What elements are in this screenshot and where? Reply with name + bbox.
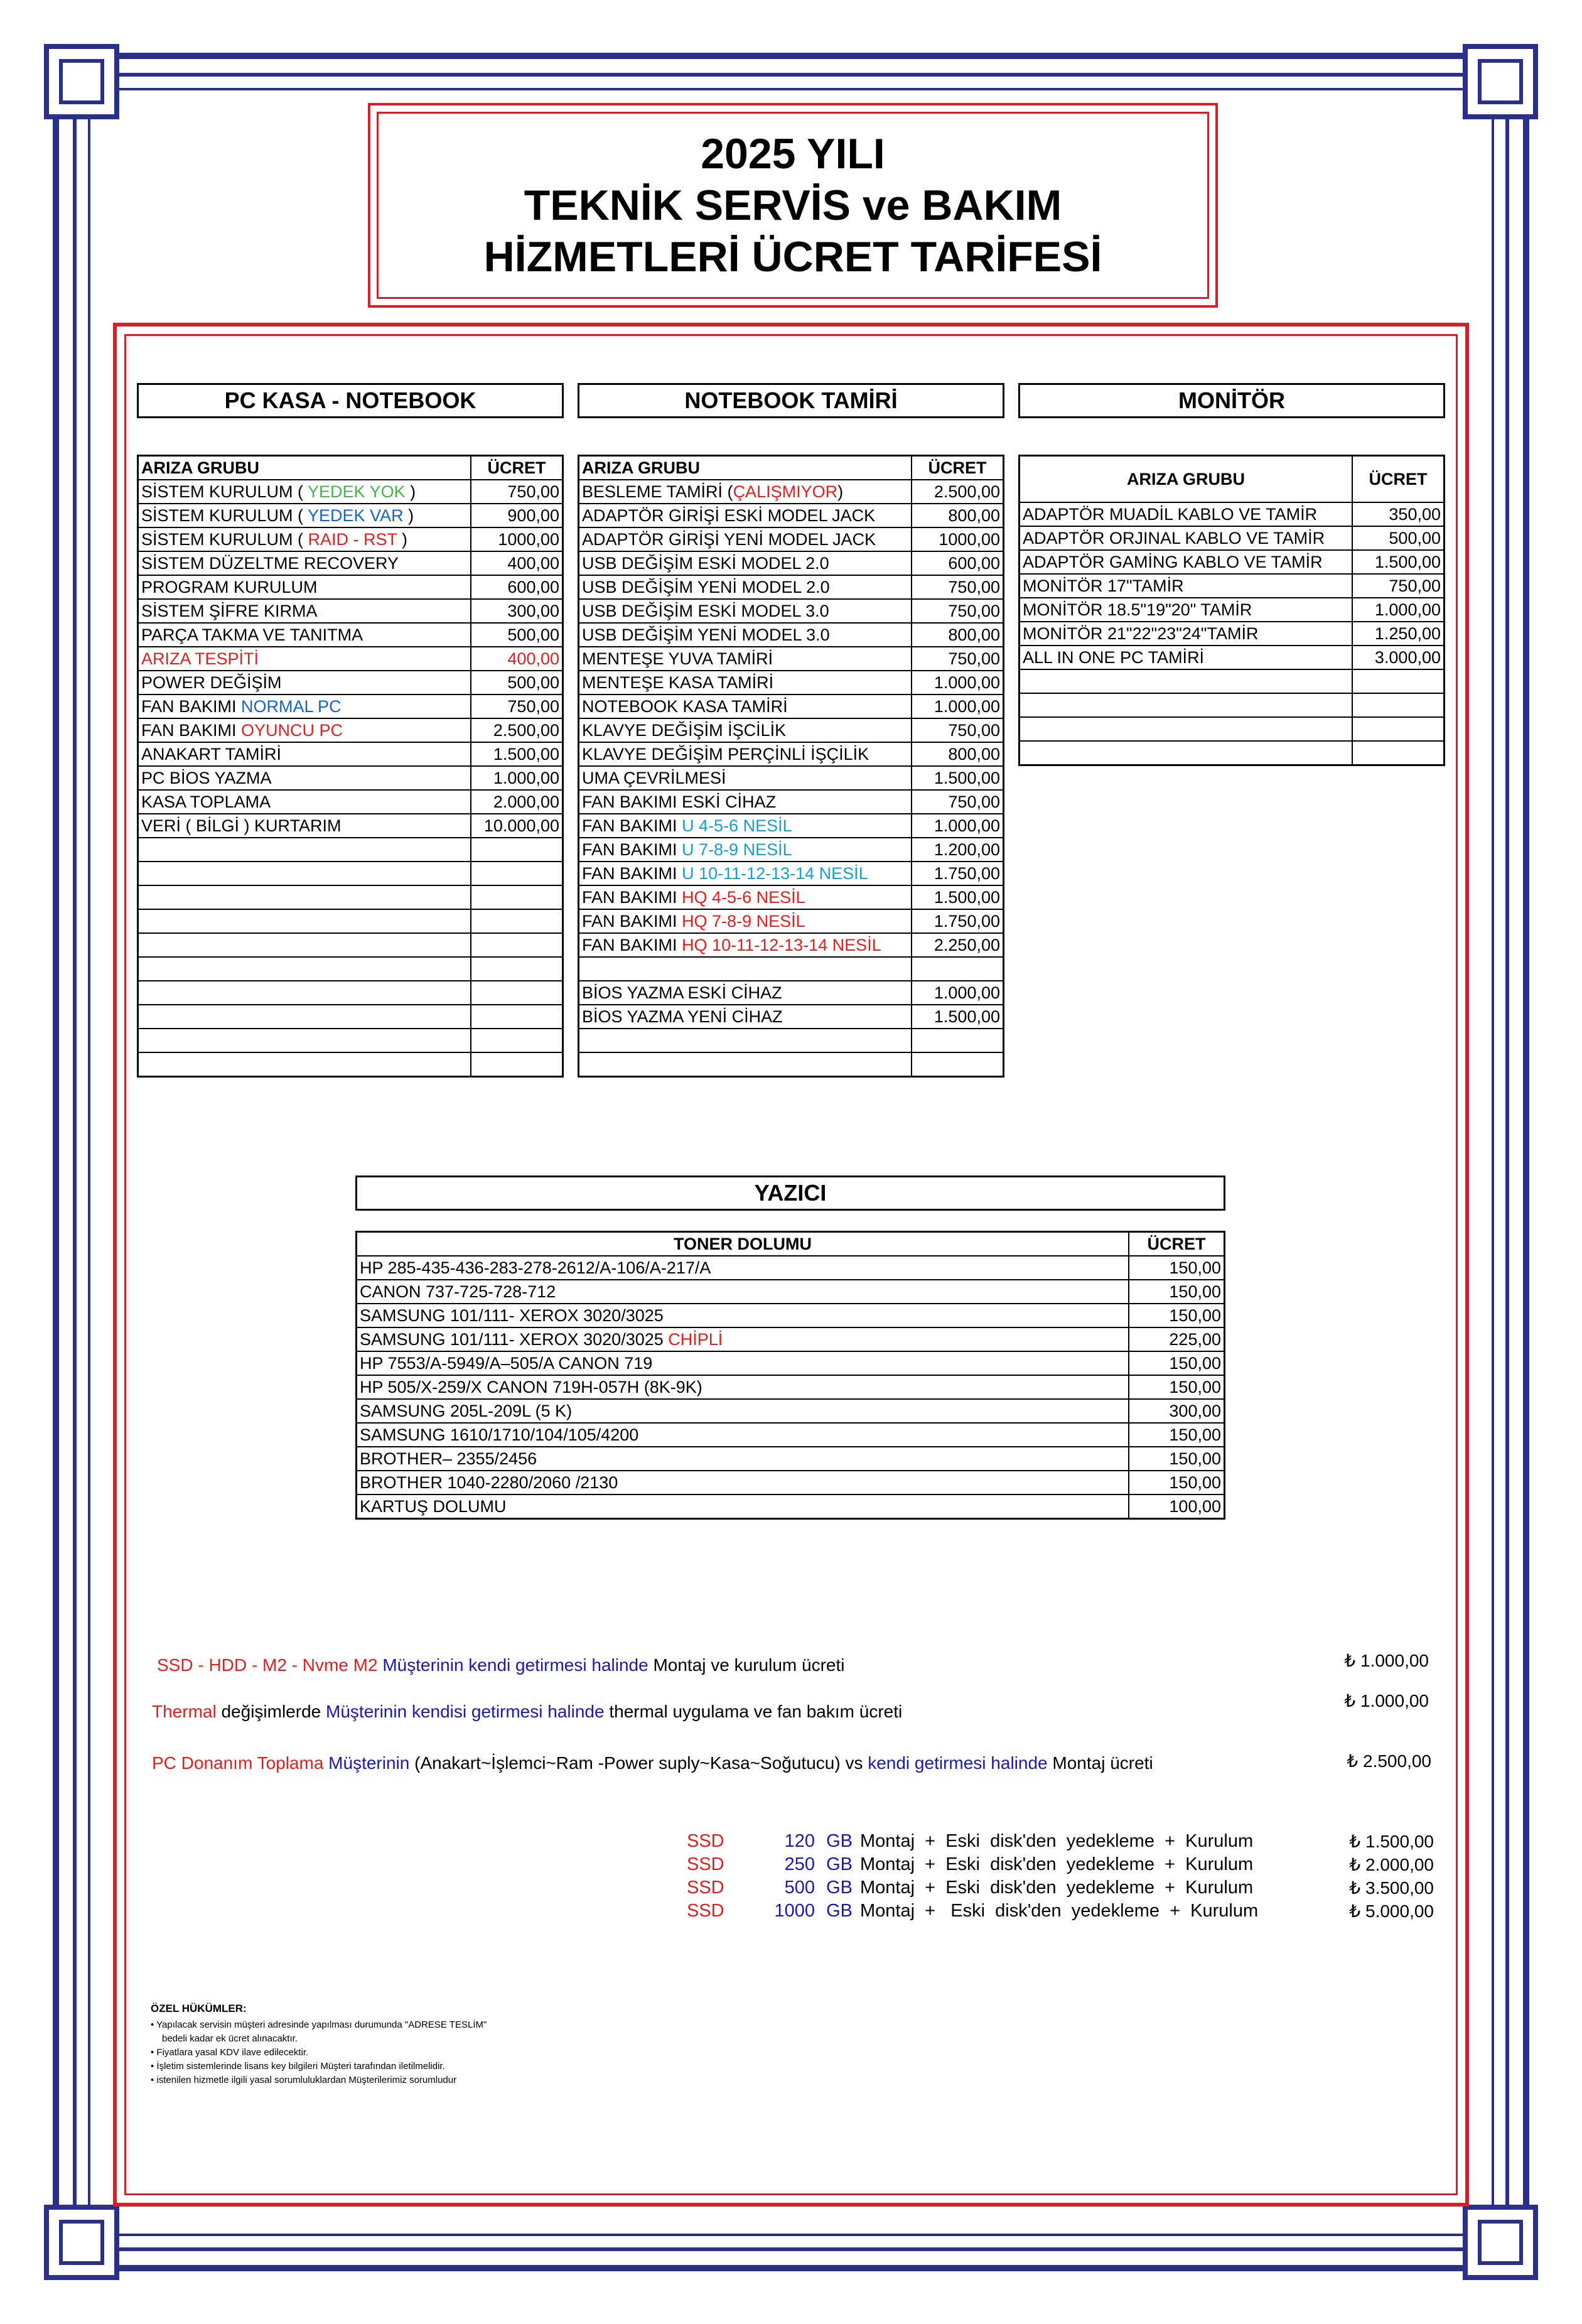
price-cell: 600,00 — [912, 551, 1004, 575]
fault-name-cell: ADAPTÖR MUADİL KABLO VE TAMİR — [1020, 502, 1353, 526]
table-row — [357, 1256, 1225, 1280]
table-row — [357, 1423, 1225, 1447]
table-row — [579, 599, 1004, 623]
fault-name-cell: FAN BAKIMI NORMAL PC — [138, 694, 471, 718]
table-row — [579, 671, 1004, 694]
table-row — [579, 623, 1004, 647]
price-cell: 750,00 — [471, 480, 563, 504]
table-row — [138, 933, 563, 957]
table-row — [579, 766, 1004, 790]
fault-name-cell: USB DEĞİŞİM ESKİ MODEL 2.0 — [579, 551, 912, 575]
price-cell: 400,00 — [471, 551, 563, 575]
price-cell: 500,00 — [471, 623, 563, 647]
table-row — [579, 694, 1004, 718]
fault-name-cell — [138, 933, 471, 957]
toner-model-cell: KARTUŞ DOLUMU — [357, 1494, 1129, 1519]
note-thermal: Thermal değişimlerde Müşterinin kendisi getirmesi halinde thermal uygulama ve fan bakım ücreti — [152, 1702, 903, 1721]
price-cell: 300,00 — [1129, 1399, 1225, 1423]
fault-name-cell: ALL IN ONE PC TAMİRİ — [1020, 646, 1353, 669]
price-cell: 800,00 — [912, 742, 1004, 766]
fault-name-cell: VERİ ( BİLGİ ) KURTARIM — [138, 814, 471, 838]
price-cell: 1.000,00 — [912, 671, 1004, 694]
table-row — [579, 742, 1004, 766]
table-row — [138, 814, 563, 838]
note-ssd-montaj: SSD - HDD - M2 - Nvme M2 Müşterinin kendi getirmesi halinde Montaj ve kurulum ücreti — [157, 1655, 845, 1675]
fault-name-cell: BESLEME TAMİRİ (ÇALIŞMIYOR) — [579, 480, 912, 504]
price-cell: 500,00 — [471, 671, 563, 694]
price-cell — [471, 885, 563, 909]
price-cell: 800,00 — [912, 504, 1004, 527]
ssd-price-row: SSD 120 GB Montaj + Eski disk'den yedekleme + Kurulum — [687, 1831, 1254, 1851]
price-cell: 900,00 — [471, 504, 563, 527]
table-row — [138, 694, 563, 718]
table-row — [138, 527, 563, 551]
table-row — [1020, 717, 1445, 741]
monitor-table — [1018, 455, 1445, 766]
price-cell: 500,00 — [1352, 526, 1445, 550]
table-row — [579, 1052, 1004, 1077]
price-cell: 1.750,00 — [912, 862, 1004, 885]
table-row — [1020, 598, 1445, 622]
price-cell: 350,00 — [1352, 502, 1445, 526]
ssd-amount: ₺ 3.500,00 — [1349, 1878, 1434, 1898]
fault-name-cell: FAN BAKIMI HQ 4-5-6 NESİL — [579, 885, 912, 909]
price-cell: 1.750,00 — [912, 909, 1004, 933]
fault-name-cell: FAN BAKIMI U 4-5-6 NESİL — [579, 814, 912, 838]
price-cell: 2.500,00 — [471, 718, 563, 742]
table-row — [579, 933, 1004, 957]
table-row — [138, 623, 563, 647]
fault-name-cell: SİSTEM ŞİFRE KIRMA — [138, 599, 471, 623]
table-row — [579, 551, 1004, 575]
toner-model-cell: SAMSUNG 101/111- XEROX 3020/3025 CHİPLİ — [357, 1327, 1129, 1351]
fault-name-cell — [1020, 669, 1353, 693]
fault-name-cell: PC BİOS YAZMA — [138, 766, 471, 790]
pc-kasa-table — [137, 455, 564, 1078]
table-row — [1020, 526, 1445, 550]
note-pc-toplama: PC Donanım Toplama Müşterinin (Anakart~İşlemci~Ram -Power suply~Kasa~Soğutucu) vs kendi getirmesi halinde Montaj ücreti — [152, 1753, 1153, 1773]
price-cell: 3.000,00 — [1352, 646, 1445, 669]
price-cell: 10.000,00 — [471, 814, 563, 838]
fault-name-cell: KLAVYE DEĞİŞİM PERÇİNLİ İŞÇİLİK — [579, 742, 912, 766]
price-cell — [1352, 717, 1445, 741]
corner-ornament — [1463, 44, 1538, 119]
price-cell: 750,00 — [1352, 574, 1445, 598]
table-row — [138, 671, 563, 694]
yazici-heading: YAZICI — [355, 1176, 1225, 1211]
price-cell: 1.000,00 — [1352, 598, 1445, 622]
price-cell: 750,00 — [912, 599, 1004, 623]
fault-name-cell: FAN BAKIMI HQ 10-11-12-13-14 NESİL — [579, 933, 912, 957]
title-box — [368, 103, 1218, 308]
price-cell — [471, 1029, 563, 1052]
table-row — [138, 504, 563, 527]
fault-name-cell: ADAPTÖR ORJINAL KABLO VE TAMİR — [1020, 526, 1353, 550]
ssd-amount: ₺ 1.500,00 — [1349, 1832, 1434, 1851]
fault-name-cell: NOTEBOOK KASA TAMİRİ — [579, 694, 912, 718]
price-cell: 150,00 — [1129, 1471, 1225, 1494]
note-pc-toplama-amount: ₺ 2.500,00 — [1347, 1751, 1431, 1771]
price-cell — [1352, 741, 1445, 765]
price-cell: 150,00 — [1129, 1375, 1225, 1399]
price-cell — [1352, 669, 1445, 693]
table-row — [1020, 669, 1445, 693]
toner-model-cell: BROTHER– 2355/2456 — [357, 1447, 1129, 1471]
fault-name-cell: PARÇA TAKMA VE TANITMA — [138, 623, 471, 647]
price-cell: 100,00 — [1129, 1494, 1225, 1519]
fault-name-cell: FAN BAKIMI HQ 7-8-9 NESİL — [579, 909, 912, 933]
price-cell: 400,00 — [471, 647, 563, 671]
fault-name-cell — [138, 957, 471, 981]
price-cell: 1000,00 — [912, 527, 1004, 551]
fault-name-cell: MONİTÖR 18.5"19"20" TAMİR — [1020, 598, 1353, 622]
price-cell: 1.000,00 — [912, 814, 1004, 838]
price-cell — [1352, 693, 1445, 717]
table-row — [1020, 502, 1445, 526]
table-row — [138, 742, 563, 766]
fault-name-cell: KLAVYE DEĞİŞİM İŞCİLİK — [579, 718, 912, 742]
price-cell: 2.250,00 — [912, 933, 1004, 957]
table-row — [138, 599, 563, 623]
table-row — [579, 909, 1004, 933]
table-row — [138, 885, 563, 909]
table-row — [579, 957, 1004, 981]
price-cell: 150,00 — [1129, 1351, 1225, 1375]
price-cell: 1.200,00 — [912, 838, 1004, 862]
title-line-2: TEKNİK SERVİS ve BAKIM — [524, 181, 1062, 229]
column-header-group: ARIZA GRUBU — [1020, 456, 1353, 503]
table-row — [579, 527, 1004, 551]
fault-name-cell: FAN BAKIMI U 10-11-12-13-14 NESİL — [579, 862, 912, 885]
fault-name-cell: ADAPTÖR GİRİŞİ ESKİ MODEL JACK — [579, 504, 912, 527]
table-row — [357, 1375, 1225, 1399]
fault-name-cell — [138, 1029, 471, 1052]
table-row — [1020, 646, 1445, 669]
price-cell: 150,00 — [1129, 1256, 1225, 1280]
fault-name-cell: ARIZA TESPİTİ — [138, 647, 471, 671]
pc-kasa-heading: PC KASA - NOTEBOOK — [137, 383, 564, 418]
fault-name-cell — [138, 909, 471, 933]
price-cell — [471, 957, 563, 981]
column-header-group: ARIZA GRUBU — [579, 456, 912, 480]
price-cell: 150,00 — [1129, 1280, 1225, 1304]
price-cell: 1.000,00 — [912, 981, 1004, 1005]
column-header-group: ARIZA GRUBU — [138, 456, 471, 480]
price-cell — [471, 909, 563, 933]
table-row — [579, 790, 1004, 814]
fault-name-cell: KASA TOPLAMA — [138, 790, 471, 814]
table-row — [138, 575, 563, 599]
table-row — [1020, 741, 1445, 765]
fault-name-cell — [138, 1052, 471, 1077]
fault-name-cell: POWER DEĞİŞİM — [138, 671, 471, 694]
table-row — [579, 862, 1004, 885]
fault-name-cell — [1020, 717, 1353, 741]
title-line-3: HİZMETLERİ ÜCRET TARİFESİ — [483, 233, 1102, 281]
table-row — [579, 838, 1004, 862]
fault-name-cell: FAN BAKIMI OYUNCU PC — [138, 718, 471, 742]
column-header-price: ÜCRET — [912, 456, 1004, 480]
toner-model-cell: SAMSUNG 1610/1710/104/105/4200 — [357, 1423, 1129, 1447]
fault-name-cell — [579, 957, 912, 981]
fault-name-cell: USB DEĞİŞİM ESKİ MODEL 3.0 — [579, 599, 912, 623]
fault-name-cell: FAN BAKIMI ESKİ CİHAZ — [579, 790, 912, 814]
table-row — [579, 1029, 1004, 1052]
note-thermal-amount: ₺ 1.000,00 — [1344, 1691, 1429, 1711]
toner-model-cell: HP 505/X-259/X CANON 719H-057H (8K-9K) — [357, 1375, 1129, 1399]
fault-name-cell: PROGRAM KURULUM — [138, 575, 471, 599]
notebook-heading: NOTEBOOK TAMİRİ — [578, 383, 1004, 418]
fault-name-cell: SİSTEM KURULUM ( YEDEK YOK ) — [138, 480, 471, 504]
table-row — [357, 1327, 1225, 1351]
table-row — [138, 1005, 563, 1029]
price-cell: 800,00 — [912, 623, 1004, 647]
table-row — [579, 1005, 1004, 1029]
monitor-heading: MONİTÖR — [1018, 383, 1445, 418]
fault-name-cell: ADAPTÖR GAMİNG KABLO VE TAMİR — [1020, 550, 1353, 574]
note-ssd-amount: ₺ 1.000,00 — [1344, 1651, 1429, 1670]
table-row — [138, 981, 563, 1005]
table-row — [138, 838, 563, 862]
table-row — [579, 480, 1004, 504]
ssd-price-row: SSD 1000 GB Montaj + Eski disk'den yedekleme + Kurulum — [687, 1901, 1259, 1921]
fault-name-cell — [138, 885, 471, 909]
table-row — [138, 551, 563, 575]
table-row — [1020, 693, 1445, 717]
toner-model-cell: BROTHER 1040-2280/2060 /2130 — [357, 1471, 1129, 1494]
fault-name-cell: BİOS YAZMA YENİ CİHAZ — [579, 1005, 912, 1029]
table-row — [138, 957, 563, 981]
price-cell — [471, 981, 563, 1005]
fault-name-cell: USB DEĞİŞİM YENİ MODEL 3.0 — [579, 623, 912, 647]
price-cell: 150,00 — [1129, 1447, 1225, 1471]
column-header-price: ÜCRET — [1352, 456, 1445, 503]
fault-name-cell: ANAKART TAMİRİ — [138, 742, 471, 766]
table-row — [138, 718, 563, 742]
price-cell: 750,00 — [471, 694, 563, 718]
ssd-price-row: SSD 500 GB Montaj + Eski disk'den yedekleme + Kurulum — [687, 1878, 1254, 1898]
toner-model-cell: HP 7553/A-5949/A–505/A CANON 719 — [357, 1351, 1129, 1375]
table-row — [579, 885, 1004, 909]
fault-name-cell: USB DEĞİŞİM YENİ MODEL 2.0 — [579, 575, 912, 599]
ozel-hukumler: ÖZEL HÜKÜMLER: • Yapılacak servisin müşteri adresinde yapılması durumunda "ADRESE TESLİM" bedeli kadar ek ücret alınacaktır. • Fiyatlara yasal KDV ilave edilecektir. • İşletim sistemlerinde lisans key bilgileri Müşteri tarafından iletilmelidir. • istenilen hizmetle ilgili yasal sorumluluklardan Müşterilerimiz sorumludur — [151, 2002, 487, 2087]
table-row — [138, 1029, 563, 1052]
column-header-price: ÜCRET — [1129, 1232, 1225, 1257]
fault-name-cell: UMA ÇEVRİLMESİ — [579, 766, 912, 790]
fault-name-cell: MONİTÖR 17"TAMİR — [1020, 574, 1353, 598]
fault-name-cell — [138, 1005, 471, 1029]
price-cell — [912, 1052, 1004, 1077]
price-cell: 150,00 — [1129, 1304, 1225, 1327]
table-row — [138, 766, 563, 790]
fault-name-cell: MENTEŞE KASA TAMİRİ — [579, 671, 912, 694]
ssd-price-row: SSD 250 GB Montaj + Eski disk'den yedekleme + Kurulum — [687, 1854, 1254, 1874]
fault-name-cell: SİSTEM DÜZELTME RECOVERY — [138, 551, 471, 575]
price-cell: 1.250,00 — [1352, 622, 1445, 646]
price-cell: 750,00 — [912, 790, 1004, 814]
price-cell — [912, 957, 1004, 981]
table-row — [357, 1447, 1225, 1471]
toner-model-cell: SAMSUNG 101/111- XEROX 3020/3025 — [357, 1304, 1129, 1327]
price-cell: 300,00 — [471, 599, 563, 623]
price-cell — [471, 862, 563, 885]
price-cell — [471, 1005, 563, 1029]
table-row — [579, 647, 1004, 671]
table-row — [138, 1052, 563, 1077]
toner-model-cell: CANON 737-725-728-712 — [357, 1280, 1129, 1304]
fault-name-cell — [138, 838, 471, 862]
table-row — [357, 1304, 1225, 1327]
price-cell — [471, 838, 563, 862]
fault-name-cell — [1020, 693, 1353, 717]
fault-name-cell — [138, 981, 471, 1005]
table-row — [579, 981, 1004, 1005]
fault-name-cell — [1020, 741, 1353, 765]
price-cell: 225,00 — [1129, 1327, 1225, 1351]
table-row — [357, 1399, 1225, 1423]
table-row — [1020, 622, 1445, 646]
price-cell — [912, 1029, 1004, 1052]
price-cell: 750,00 — [912, 718, 1004, 742]
price-cell: 1.000,00 — [912, 694, 1004, 718]
price-cell: 1000,00 — [471, 527, 563, 551]
table-row — [579, 575, 1004, 599]
table-row — [138, 909, 563, 933]
corner-ornament — [44, 44, 119, 119]
table-row — [357, 1471, 1225, 1494]
table-row — [357, 1280, 1225, 1304]
table-row — [1020, 550, 1445, 574]
price-cell: 1.500,00 — [912, 1005, 1004, 1029]
price-cell: 150,00 — [1129, 1423, 1225, 1447]
table-row — [357, 1351, 1225, 1375]
price-cell: 1.000,00 — [471, 766, 563, 790]
price-cell: 1.500,00 — [912, 766, 1004, 790]
table-row — [138, 647, 563, 671]
fault-name-cell: SİSTEM KURULUM ( RAID - RST ) — [138, 527, 471, 551]
column-header-toner: TONER DOLUMU — [357, 1232, 1129, 1257]
fault-name-cell: BİOS YAZMA ESKİ CİHAZ — [579, 981, 912, 1005]
notebook-table — [578, 455, 1004, 1078]
table-row — [579, 718, 1004, 742]
price-cell: 2.000,00 — [471, 790, 563, 814]
fault-name-cell — [579, 1052, 912, 1077]
fault-name-cell — [579, 1029, 912, 1052]
fault-name-cell: SİSTEM KURULUM ( YEDEK VAR ) — [138, 504, 471, 527]
price-cell — [471, 1052, 563, 1077]
toner-model-cell: SAMSUNG 205L-209L (5 K) — [357, 1399, 1129, 1423]
fault-name-cell: MONİTÖR 21"22"23"24"TAMİR — [1020, 622, 1353, 646]
corner-ornament — [44, 2205, 119, 2280]
price-cell: 750,00 — [912, 575, 1004, 599]
price-cell: 600,00 — [471, 575, 563, 599]
table-row — [357, 1494, 1225, 1519]
title-year: 2025 YILI — [701, 130, 885, 178]
table-row — [579, 814, 1004, 838]
price-cell: 2.500,00 — [912, 480, 1004, 504]
column-header-price: ÜCRET — [471, 456, 563, 480]
table-row — [138, 480, 563, 504]
fault-name-cell: MENTEŞE YUVA TAMİRİ — [579, 647, 912, 671]
table-row — [579, 504, 1004, 527]
price-cell: 750,00 — [912, 647, 1004, 671]
fault-name-cell — [138, 862, 471, 885]
fault-name-cell: ADAPTÖR GİRİŞİ YENİ MODEL JACK — [579, 527, 912, 551]
toner-model-cell: HP 285-435-436-283-278-2612/A-106/A-217/A — [357, 1256, 1129, 1280]
yazici-table — [355, 1231, 1225, 1520]
corner-ornament — [1463, 2205, 1538, 2280]
table-row — [138, 790, 563, 814]
price-cell: 1.500,00 — [471, 742, 563, 766]
price-cell — [471, 933, 563, 957]
price-cell: 1.500,00 — [1352, 550, 1445, 574]
table-row — [138, 862, 563, 885]
ssd-amount: ₺ 5.000,00 — [1349, 1901, 1434, 1921]
fault-name-cell: FAN BAKIMI U 7-8-9 NESİL — [579, 838, 912, 862]
table-row — [1020, 574, 1445, 598]
ssd-amount: ₺ 2.000,00 — [1349, 1855, 1434, 1874]
price-cell: 1.500,00 — [912, 885, 1004, 909]
